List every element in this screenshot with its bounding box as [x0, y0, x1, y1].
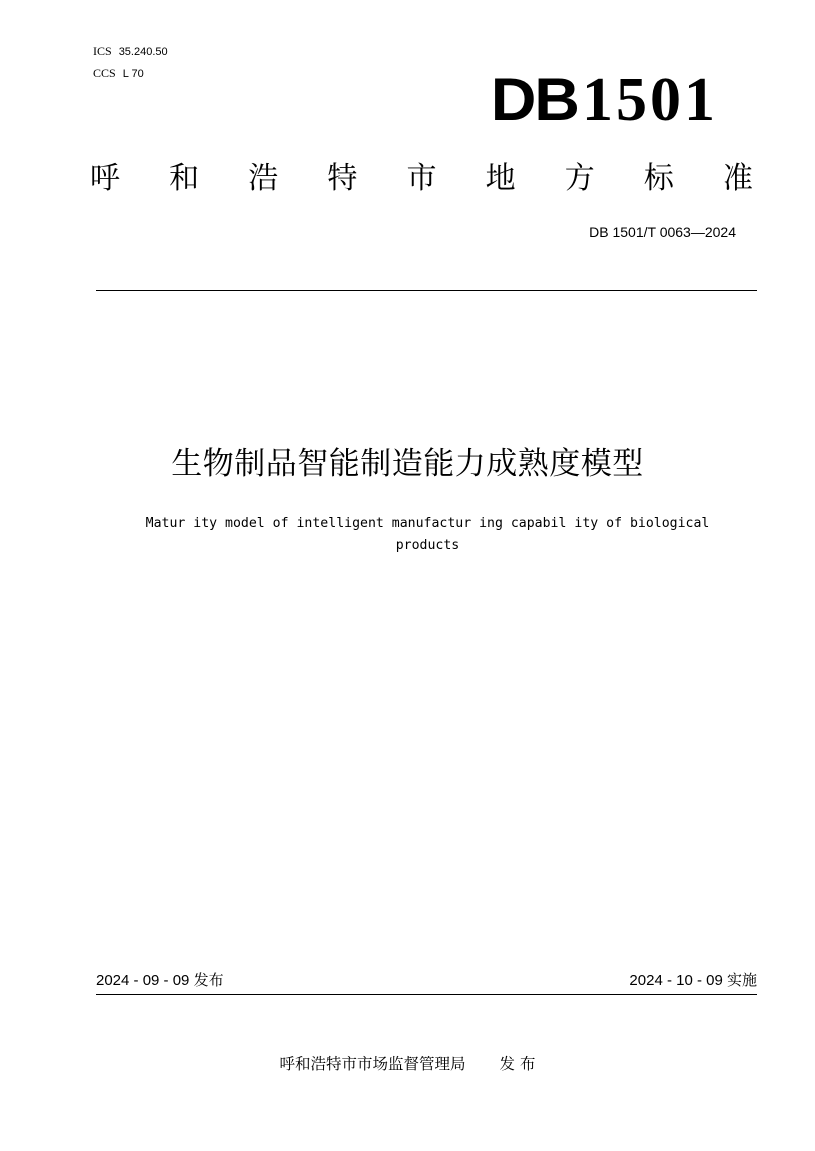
footer-divider: [96, 994, 757, 995]
standard-mark-letters: DB: [491, 66, 579, 133]
title-en-line-1: Matur ity model of intelligent manufactur ing capabil ity of biological: [145, 516, 710, 531]
standard-type-char: 呼: [90, 161, 120, 196]
ics-line: [93, 41, 168, 63]
document-title-chinese: 生物制品智能制造能力成熟度模型: [171, 446, 644, 482]
header-divider: [96, 290, 757, 291]
implementation-date: 2024 - 10 - 09 实施: [629, 972, 757, 989]
ccs-code: L 70: [122, 68, 144, 80]
standard-type-char: 标: [643, 161, 674, 196]
classification-codes: [93, 41, 168, 85]
publisher-line: [0, 1052, 815, 1076]
ics-code: 35.240.50: [118, 46, 168, 58]
standard-type-char: 浩: [248, 161, 279, 196]
issue-date: 2024 - 09 - 09 发布: [96, 972, 224, 989]
title-en-line-2: products: [395, 538, 460, 553]
dates-row: [96, 969, 757, 993]
standard-type-char: 特: [327, 161, 358, 196]
publisher-name: 呼和浩特市市场监督管理局: [279, 1055, 466, 1073]
standard-type-char: 地: [485, 161, 516, 196]
ics-label: ICS: [93, 44, 112, 58]
ccs-label: CCS: [93, 66, 116, 80]
standard-type-heading: [90, 157, 753, 201]
ccs-line: [93, 63, 168, 85]
standard-type-char: 准: [723, 161, 753, 196]
standard-type-char: 方: [564, 161, 595, 196]
standard-type-char: 和: [169, 161, 200, 196]
standard-mark: [493, 64, 718, 136]
standard-mark-number: 1501: [582, 66, 718, 134]
publisher-action: 发 布: [499, 1055, 536, 1073]
standard-number: DB 1501/T 0063—2024: [589, 224, 736, 240]
standard-type-char: 市: [406, 161, 437, 196]
document-title-english: [95, 513, 760, 557]
